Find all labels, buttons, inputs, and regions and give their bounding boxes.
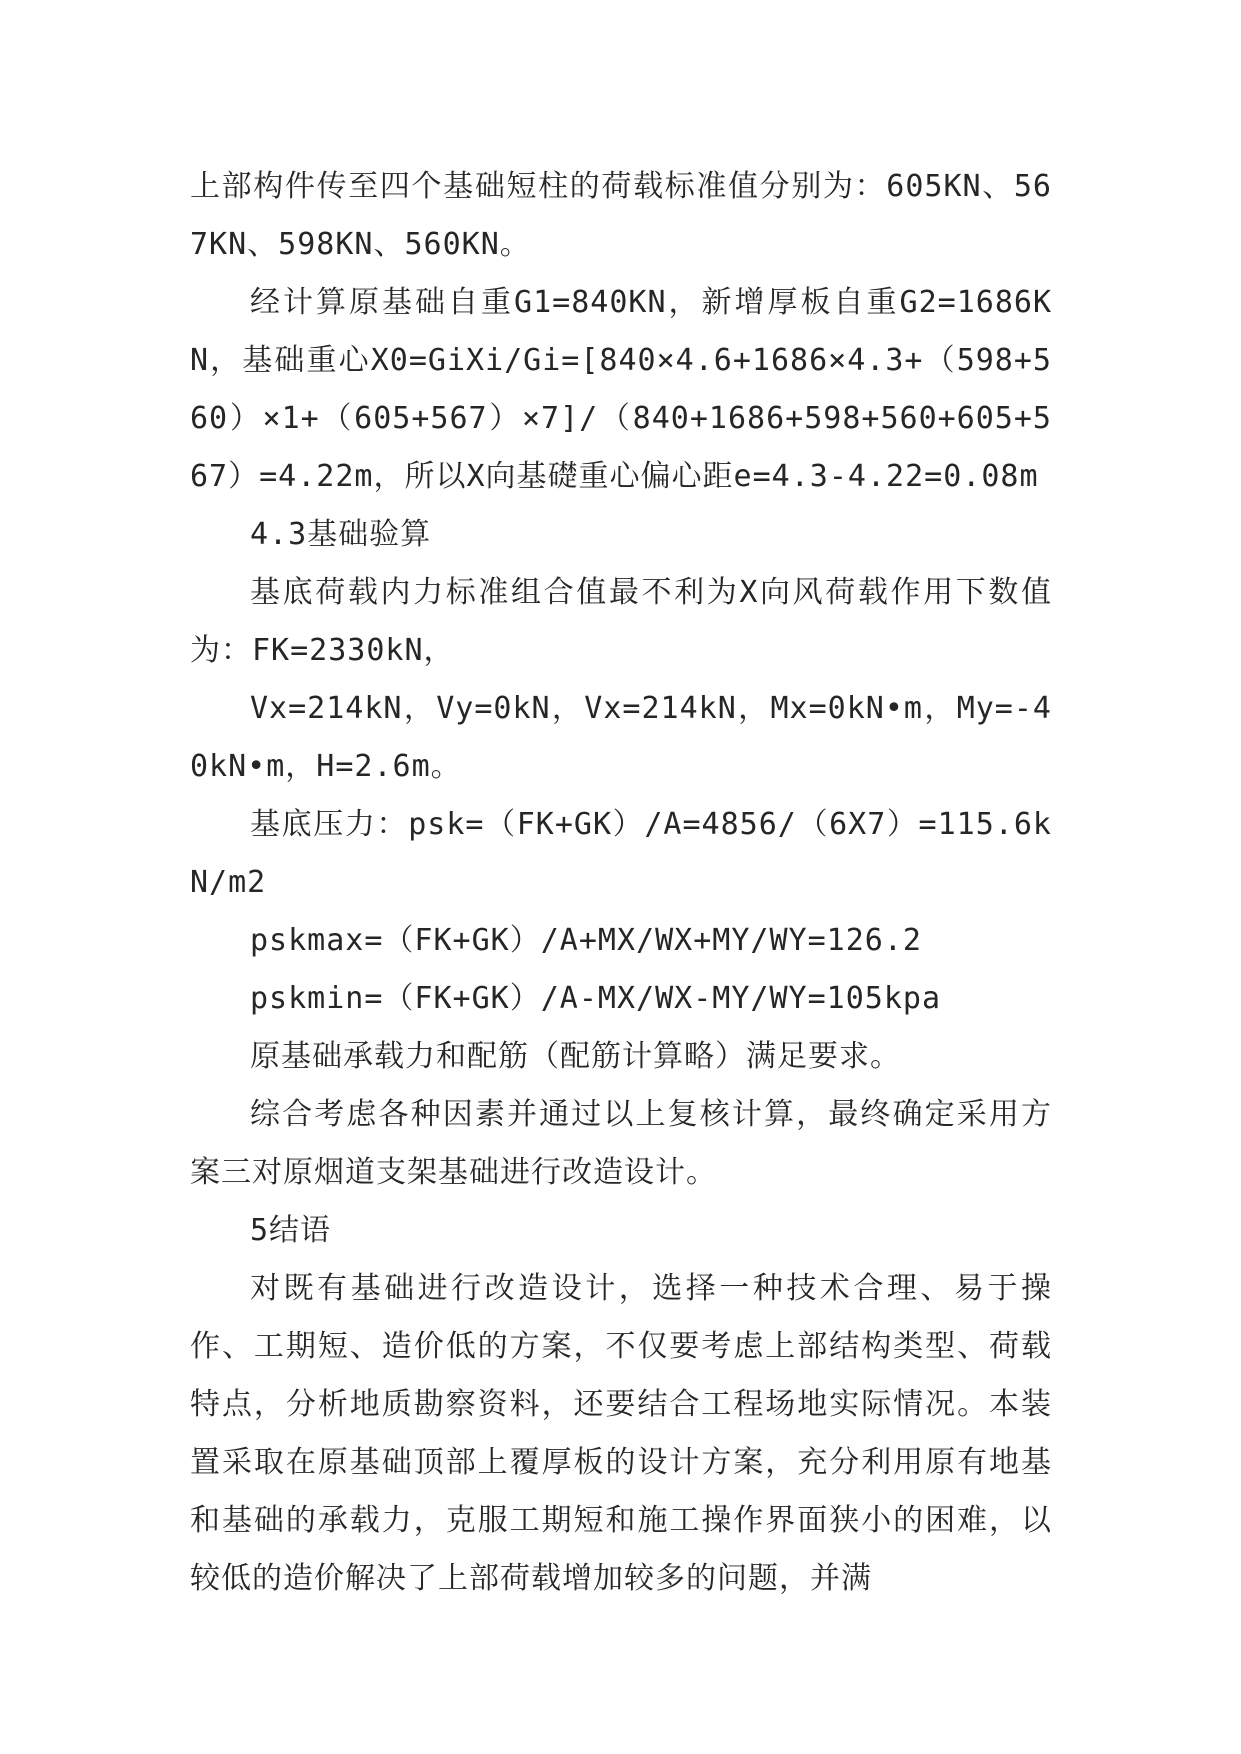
paragraph-capacity-check: 原基础承载力和配筋（配筋计算略）满足要求。 bbox=[250, 1039, 901, 1074]
paragraph-pskmin: pskmin=（FK+GK）/A-MX/WX-MY/WY=105kpa bbox=[250, 981, 942, 1016]
paragraph-centroid-calculation: 经计算原基础自重G1=840KN，新增厚板自重G2=1686KN，基础重心X0=GiXi/Gi=[840×4.6+1686×4.3+（598+560）×1+（605+567）×7]/（840+1686+598+560+605+567）=4.22m，所以X向基礎重心偏心距e=4.3-4.22=0.08m bbox=[190, 285, 1052, 494]
paragraph-pskmax: pskmax=（FK+GK）/A+MX/WX+MY/WY=126.2 bbox=[250, 923, 922, 958]
paragraph-loads: 上部构件传至四个基础短柱的荷载标准值分别为：605KN、567KN、598KN、560KN。 bbox=[190, 169, 1052, 262]
paragraph-load-combination: 基底荷载内力标准组合值最不利为X向风荷载作用下数值为：FK=2330kN， bbox=[190, 575, 1052, 668]
section-heading-4-3: 4.3基础验算 bbox=[250, 517, 432, 552]
paragraph-base-pressure: 基底压力：psk=（FK+GK）/A=4856/（6X7）=115.6kN/m2 bbox=[190, 807, 1052, 900]
paragraph-forces: Vx=214kN，Vy=0kN，Vx=214kN，Mx=0kN•m，My=-40kN•m，H=2.6m。 bbox=[190, 691, 1052, 784]
paragraph-conclusion: 对既有基础进行改造设计，选择一种技术合理、易于操作、工期短、造价低的方案，不仅要考虑上部结构类型、荷载特点，分析地质勘察资料，还要结合工程场地实际情况。本装置采取在原基础顶部上覆厚板的设计方案，充分利用原有地基和基础的承载力，克服工期短和施工操作界面狭小的困难，以较低的造价解决了上部荷载增加较多的问题，并满 bbox=[190, 1271, 1052, 1596]
section-heading-conclusion: 5结语 bbox=[250, 1213, 332, 1248]
body-text bbox=[190, 158, 1052, 1608]
paragraph-final-decision: 综合考虑各种因素并通过以上复核计算，最终确定采用方案三对原烟道支架基础进行改造设计。 bbox=[190, 1097, 1052, 1190]
